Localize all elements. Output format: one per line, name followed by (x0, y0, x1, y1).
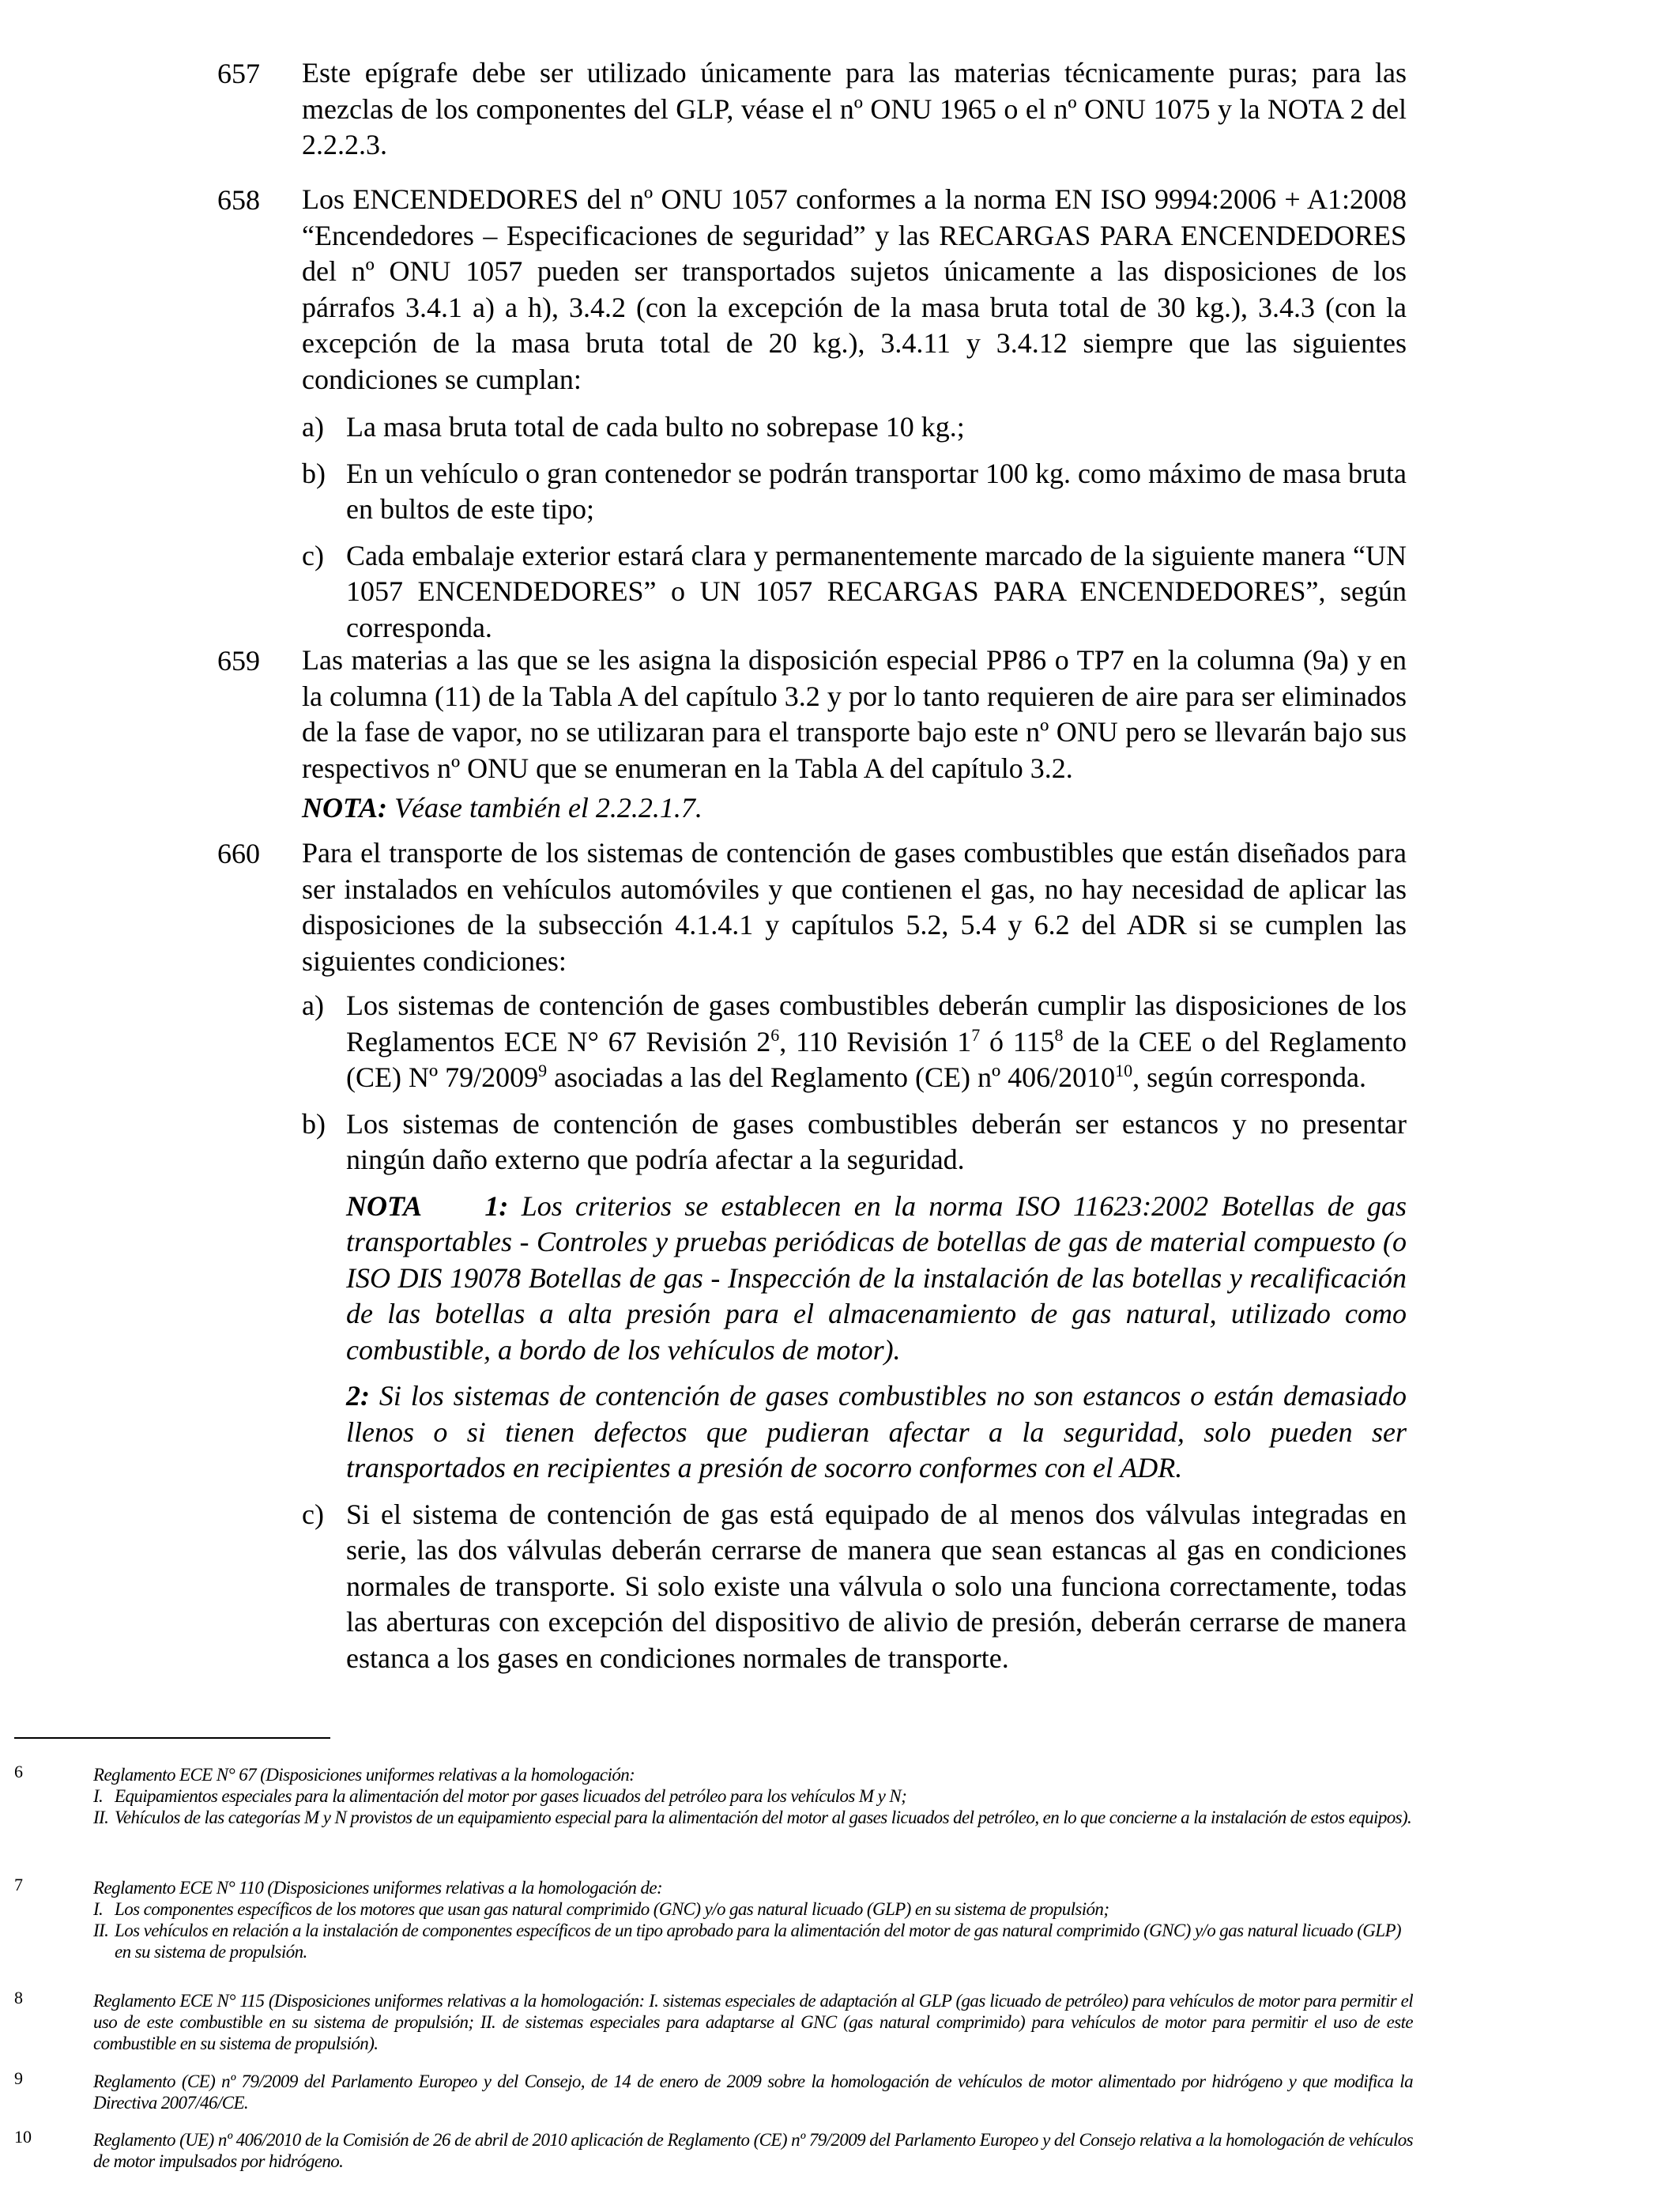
footnote-text: Reglamento ECE N° 110 (Disposiciones uniformes relativas a la homologación de: (93, 1878, 663, 1898)
footnote-10 (14, 2129, 1413, 2172)
provision-660-text: Para el transporte de los sistemas de contención de gases combustibles que están diseñados para ser instalados en vehículos automóviles y que contienen el gas, no hay necesidad de aplicar las disposiciones de la subsección 4.1.4.1 y capítulos 5.2, 5.4 y 6.2 del ADR si se cumplen las siguientes condiciones: (302, 837, 1407, 977)
note-1 (346, 1189, 1407, 1369)
item-text: Los sistemas de contención de gases combustibles deberán cumplir las disposiciones de los Reglamentos ECE N° 67 Revisión 2 (346, 990, 1407, 1057)
sub-text: Equipamientos especiales para la alimentación del motor por gases licuados del petróleo para los vehículos M y N; (115, 1786, 907, 1806)
footnote-text: Reglamento (UE) nº 406/2010 de la Comisión de 26 de abril de 2010 aplicación de Reglamento (CE) nº 79/2009 del Parlamento Europeo y del Consejo relativa a la homologación de vehículos de motor impulsados por hidrógeno. (93, 2130, 1413, 2171)
footnote-text: Reglamento ECE N° 115 (Disposiciones uniformes relativas a la homologación: I. sistemas especiales de adaptación al GLP (gas licuado de petróleo) para vehículos de motor para permitir el uso de este combustible en su sistema de propulsión; II. de sistemas especiales para adaptarse al GNC (gas natural comprimido) para vehículos de motor para permitir el uso de este combustible en su sistema de propulsión). (93, 1991, 1413, 2053)
footnote-number: 9 (14, 2068, 23, 2088)
item-label: a) (302, 990, 324, 1021)
footnote-number: 10 (14, 2127, 32, 2147)
note-label: NOTA: (302, 792, 387, 824)
provision-659-text: Las materias a las que se les asigna la disposición especial PP86 o TP7 en la columna (9a) y en la columna (11) de la Tabla A del capítulo 3.2 y por lo tanto requieren de aire para ser eliminados de la fase de vapor, no se utilizaran para el transporte bajo este nº ONU pero se llevarán bajo sus respectivos nº ONU que se enumeran en la Tabla A del capítulo 3.2. (302, 644, 1407, 784)
provision-number-658: 658 (217, 184, 260, 216)
sub-label: II. (93, 1921, 109, 1940)
footnote-6 (14, 1764, 1413, 1828)
note-text: Véase también el 2.2.2.1.7. (387, 792, 703, 824)
footnote-number: 7 (14, 1875, 23, 1894)
provision-number-660: 660 (217, 838, 260, 869)
provision-657-text: Este epígrafe debe ser utilizado únicamente para las materias técnicamente puras; para las mezclas de los componentes del GLP, véase el nº ONU 1965 o el nº ONU 1075 y la NOTA 2 del 2.2.2.3. (302, 57, 1407, 160)
item-text: La masa bruta total de cada bulto no sobrepase 10 kg.; (346, 411, 965, 443)
item-text: Cada embalaje exterior estará clara y permanentemente marcado de la siguiente manera “UN 1057 ENCENDEDORES” o UN 1057 RECARGAS PARA ENCENDEDORES”, según corresponda. (346, 539, 1407, 643)
footnote-ref-7[interactable]: 7 (971, 1024, 981, 1045)
item-label: a) (302, 411, 324, 443)
list-item (302, 538, 1407, 647)
footnote-8 (14, 1990, 1413, 2054)
footnote-number: 6 (14, 1762, 23, 1781)
sub-text: Vehículos de las categorías M y N provistos de un equipamiento especial para la alimentación del motor al gases licuados del petróleo, en lo que concierne a la instalación de estos equipos). (115, 1808, 1412, 1827)
list-item (302, 456, 1407, 528)
footnote-sub-item (93, 1898, 1413, 1920)
sub-text: Los vehículos en relación a la instalación de componentes específicos de un tipo aprobado para la alimentación del motor de gas natural comprimido (GNC) y/o gas natural licuado (GLP) en su sistema de propulsión. (115, 1921, 1401, 1962)
footnote-ref-8[interactable]: 8 (1054, 1024, 1064, 1045)
item-label: c) (302, 539, 324, 571)
item-text: , 110 Revisión 1 (779, 1025, 972, 1057)
item-text: ó 115 (980, 1025, 1055, 1057)
sub-label: I. (93, 1786, 104, 1806)
sub-label: I. (93, 1899, 104, 1919)
footnote-sub-item (93, 1785, 1413, 1807)
item-label: c) (302, 1498, 324, 1530)
footnote-ref-9[interactable]: 9 (538, 1061, 548, 1080)
list-item (302, 1106, 1407, 1487)
footnote-7 (14, 1877, 1413, 1962)
list-item (302, 409, 1407, 446)
footnote-separator (14, 1737, 330, 1739)
provision-660-conditions (302, 988, 1407, 1676)
footnote-ref-10[interactable]: 10 (1115, 1061, 1133, 1080)
footnote-text: Reglamento (CE) nº 79/2009 del Parlamento Europeo y del Consejo, de 14 de enero de 2009 sobre la homologación de vehículos de motor alimentado por hidrógeno y que modifica la Directiva 2007/46/CE. (93, 2071, 1413, 2113)
sub-text: Los componentes específicos de los motores que usan gas natural comprimido (GNC) y/o gas natural licuado (GLP) en su sistema de propulsión; (115, 1899, 1109, 1919)
footnote-sub-item (93, 1807, 1413, 1828)
list-item (302, 988, 1407, 1096)
footnote-ref-6[interactable]: 6 (770, 1024, 780, 1045)
item-text: , según corresponda. (1132, 1061, 1367, 1093)
item-text: En un vehículo o gran contenedor se podrán transportar 100 kg. como máximo de masa bruta en bultos de este tipo; (346, 457, 1407, 525)
item-text: Los sistemas de contención de gases combustibles deberán ser estancos y no presentar ningún daño externo que podría afectar a la seguridad. (346, 1107, 1407, 1175)
provision-number-657: 657 (217, 58, 260, 89)
footnote-text: Reglamento ECE N° 67 (Disposiciones uniformes relativas a la homologación: (93, 1765, 635, 1785)
item-text: Si el sistema de contención de gas está equipado de al menos dos válvulas integradas en serie, las dos válvulas deberán cerrarse de manera que sean estancas al gas en condiciones normales de transporte. Si solo existe una válvula o solo una funciona correctamente, todas las aberturas con excepción del dispositivo de alivio de presión, deberán cerrarse de manera estanca a los gases en condiciones normales de transporte. (346, 1498, 1407, 1674)
footnote-sub-item (93, 1920, 1413, 1962)
list-item (302, 1497, 1407, 1677)
item-label: b) (302, 457, 326, 489)
footnote-number: 8 (14, 1988, 23, 2007)
provision-658-conditions (302, 409, 1407, 646)
item-text: de la CEE o del Reglamento (CE) Nº 79/2009 (346, 1025, 1407, 1093)
item-label: b) (302, 1107, 326, 1140)
footnote-9 (14, 2068, 1413, 2113)
provision-658-text: Los ENCENDEDORES del nº ONU 1057 conformes a la norma EN ISO 9994:2006 + A1:2008 “Encendedores – Especificaciones de seguridad” y las RECARGAS PARA ENCENDEDORES del nº ONU 1057 pueden ser transportados sujetos únicamente a las disposiciones de los párrafos 3.4.1 a) a h), 3.4.2 (con la excepción de la masa bruta total de 30 kg.), 3.4.3 (con la excepción de la masa bruta total de 20 kg.), 3.4.11 y 3.4.12 siempre que las siguientes condiciones se cumplan: (302, 183, 1407, 395)
note-label: NOTA 1: (346, 1189, 509, 1222)
sub-label: II. (93, 1808, 109, 1827)
item-text: asociadas a las del Reglamento (CE) nº 406/2010 (547, 1061, 1116, 1093)
note-2 (346, 1378, 1407, 1487)
provision-659-note (302, 790, 1407, 827)
provision-number-659: 659 (217, 645, 260, 677)
note-text: Los criterios se establecen en la norma ISO 11623:2002 Botellas de gas transportables - Controles y pruebas periódicas de botellas de gas de material compuesto (o ISO DIS 19078 Botellas de gas - Inspección de la instalación de las botellas y recalificación de las botellas a alta presión para el almacenamiento de gas natural, utilizado como combustible, a bordo de los vehículos de motor). (346, 1189, 1407, 1366)
note-label: 2: (346, 1380, 370, 1412)
note-text: Si los sistemas de contención de gases combustibles no son estancos o están demasiado llenos o si tienen defectos que pudieran afectar a la seguridad, solo pueden ser transportados en recipientes a presión de socorro conformes con el ADR. (346, 1380, 1407, 1483)
